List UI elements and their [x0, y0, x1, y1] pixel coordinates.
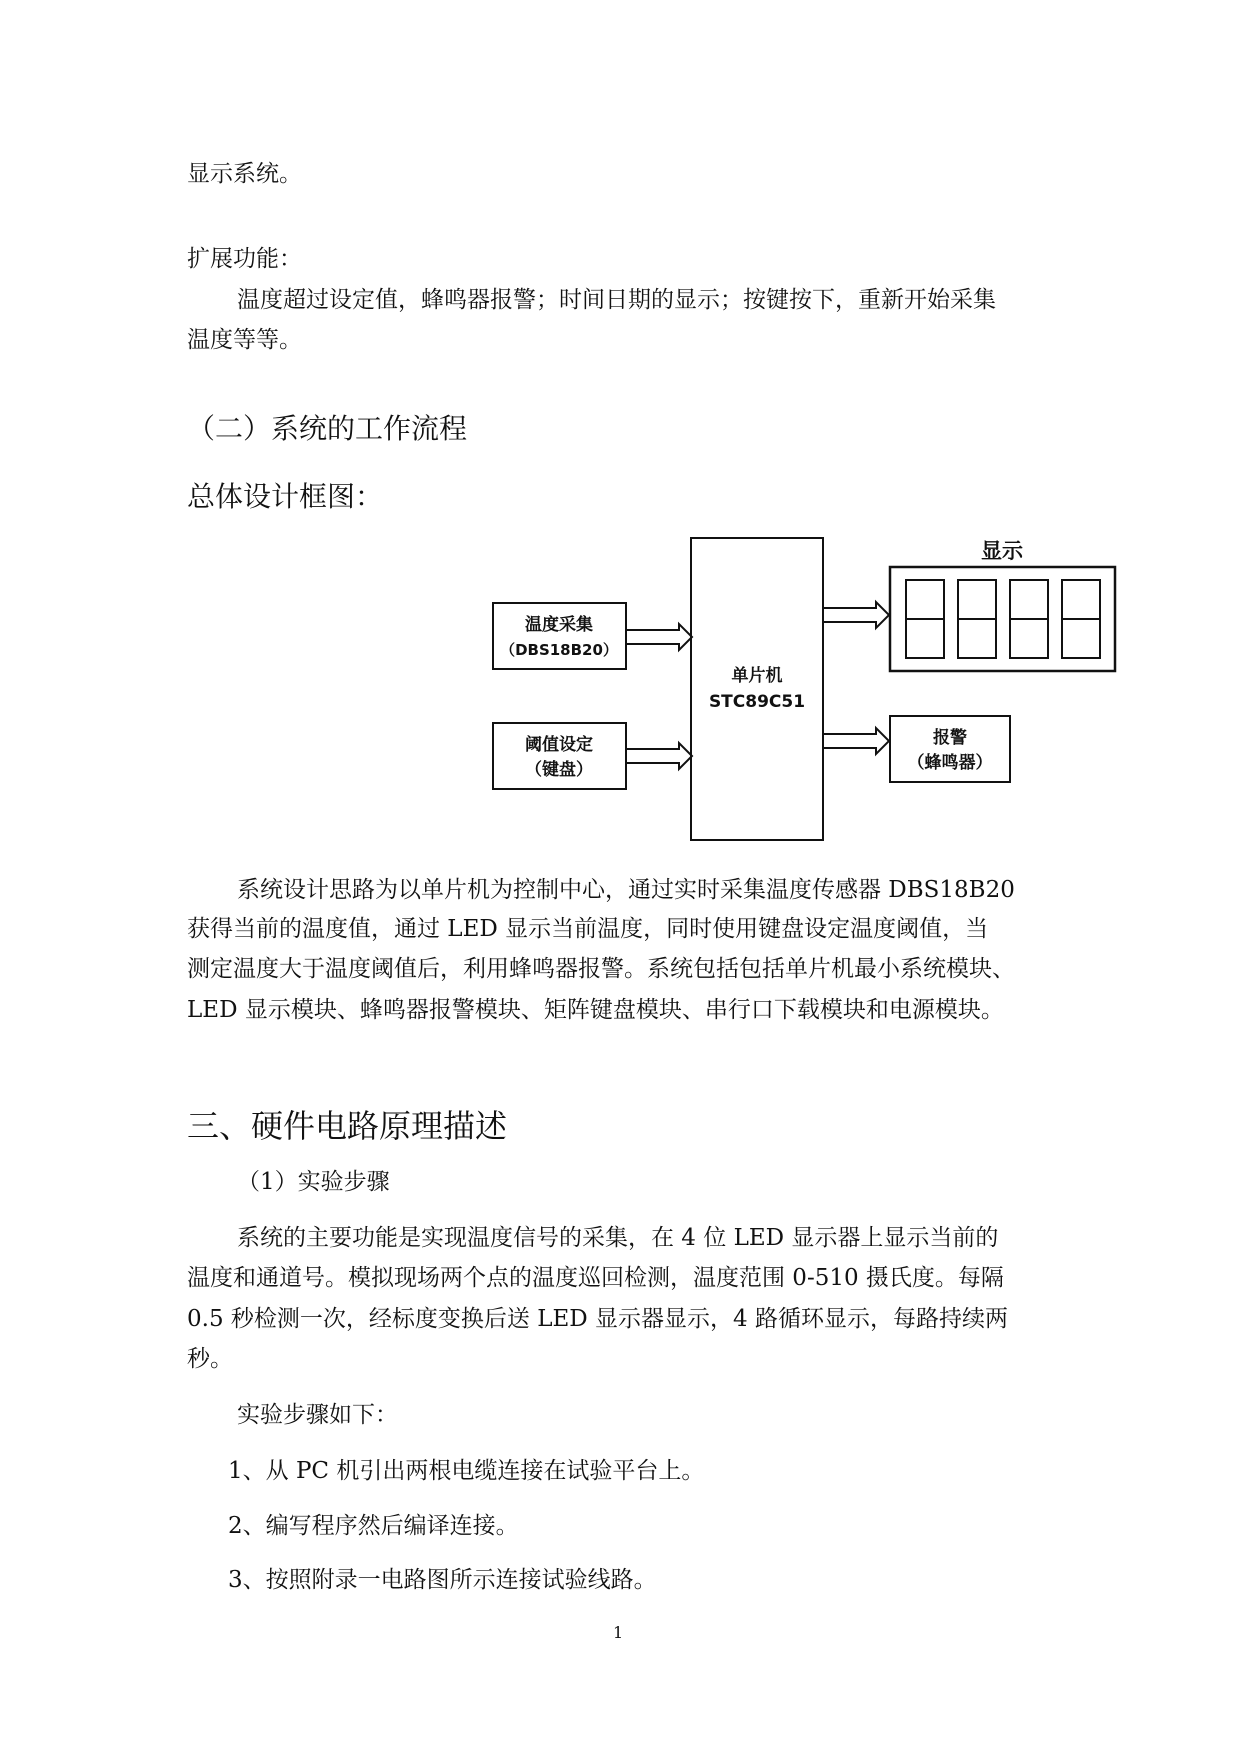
list-item: 1、从 PC 机引出两根电缆连接在试验平台上。	[228, 1458, 705, 1484]
subheading: 总体设计框图：	[187, 480, 384, 513]
text-line: 系统的主要功能是实现温度信号的采集，在 4 位 LED 显示器上显示当前的	[237, 1225, 999, 1251]
mcu-box	[691, 538, 823, 840]
arrow-temp-to-mcu	[626, 624, 692, 650]
arrow-mcu-to-display	[823, 602, 889, 628]
text-line: 温度等等。	[187, 327, 302, 353]
mcu-label-1: 单片机	[731, 666, 783, 686]
text-line: LED 显示模块、蜂鸣器报警模块、矩阵键盘模块、串行口下载模块和电源模块。	[187, 997, 1004, 1023]
mcu-label-2: STC89C51	[708, 692, 806, 712]
text-line: 扩展功能：	[187, 246, 302, 272]
text-line: 0.5 秒检测一次，经标度变换后送 LED 显示器显示，4 路循环显示，每路持续两	[187, 1306, 1008, 1332]
text-line: 实验步骤如下：	[237, 1402, 398, 1428]
alarm-label-1: 报警	[933, 728, 967, 748]
temp-acquisition-box	[493, 603, 626, 669]
section-heading: （二）系统的工作流程	[187, 412, 468, 445]
arrow-mcu-to-alarm	[823, 728, 889, 754]
list-item: 2、编写程序然后编译连接。	[228, 1513, 519, 1539]
threshold-box-label-1: 阈值设定	[525, 735, 593, 755]
display-title: 显示	[981, 539, 1023, 563]
alarm-label-2: （蜂鸣器）	[907, 753, 993, 773]
seven-segment-digits	[906, 580, 1100, 658]
chapter-heading: 三、硬件电路原理描述	[187, 1107, 508, 1145]
text-line: 测定温度大于温度阈值后，利用蜂鸣器报警。系统包括包括单片机最小系统模块、	[187, 956, 1015, 982]
text-line: 温度超过设定值，蜂鸣器报警；时间日期的显示；按键按下，重新开始采集	[237, 287, 996, 313]
temp-box-label-1: 温度采集	[525, 615, 593, 635]
list-item: 3、按照附录一电路图所示连接试验线路。	[228, 1567, 657, 1593]
text-line: 显示系统。	[187, 161, 302, 187]
arrow-threshold-to-mcu	[626, 743, 692, 769]
text-line: 获得当前的温度值，通过 LED 显示当前温度，同时使用键盘设定温度阈值，当	[187, 916, 989, 942]
text-line: 温度和通道号。模拟现场两个点的温度巡回检测，温度范围 0-510 摄氏度。每隔	[187, 1265, 1004, 1291]
threshold-box-label-2: （键盘）	[525, 760, 593, 780]
text-line: 系统设计思路为以单片机为控制中心，通过实时采集温度传感器 DBS18B20	[237, 877, 1015, 903]
temp-box-label-2: （DBS18B20）	[500, 641, 618, 659]
text-line: 秒。	[187, 1346, 233, 1372]
page-number: 1	[613, 1623, 624, 1642]
subsection-heading: （1）实验步骤	[237, 1169, 390, 1195]
